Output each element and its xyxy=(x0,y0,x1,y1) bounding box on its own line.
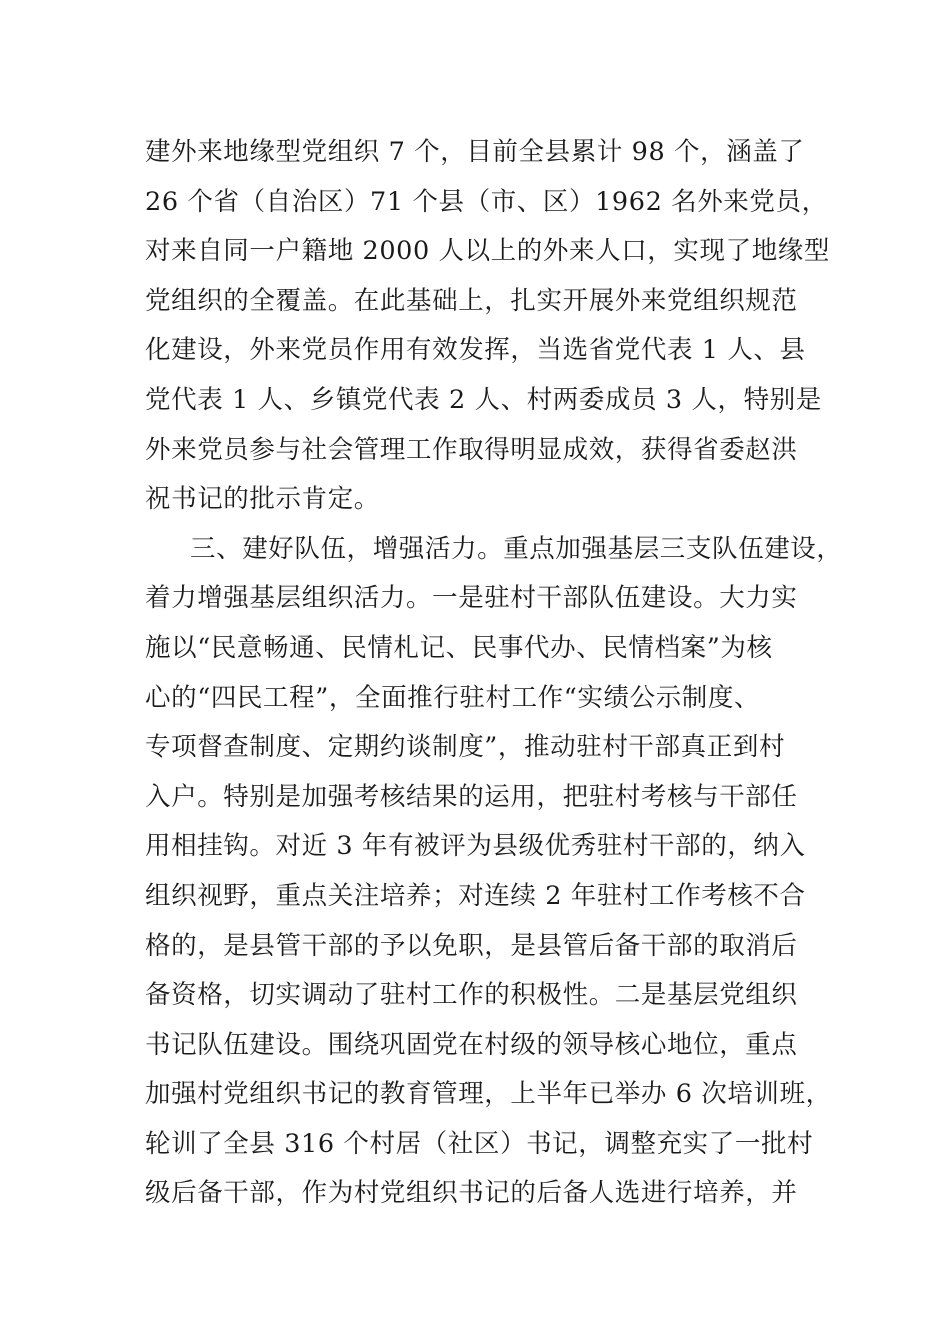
text-line: 26 个省（自治区）71 个县（市、区）1962 名外来党员， xyxy=(145,186,828,217)
text-line: 党代表 1 人、乡镇党代表 2 人、村两委成员 3 人，特别是 xyxy=(145,384,822,415)
text-line: 加强村党组织书记的教育管理，上半年已举办 6 次培训班， xyxy=(145,1079,832,1110)
text-line: 化建设，外来党员作用有效发挥，当选省党代表 1 人、县 xyxy=(145,335,806,366)
body-text xyxy=(145,128,843,1219)
text-line: 组织视野，重点关注培养；对连续 2 年驻村工作考核不合 xyxy=(145,880,806,911)
text-line: 祝书记的批示肯定。 xyxy=(145,484,380,515)
text-line: 格的，是县管干部的予以免职，是县管后备干部的取消后 xyxy=(145,930,798,961)
text-line: 用相挂钩。对近 3 年有被评为县级优秀驻村干部的，纳入 xyxy=(145,831,806,862)
text-line: 对来自同一户籍地 2000 人以上的外来人口，实现了地缘型 xyxy=(145,236,831,267)
text-line: 轮训了全县 316 个村居（社区）书记，调整充实了一批村 xyxy=(145,1128,814,1159)
text-line: 备资格，切实调动了驻村工作的积极性。二是基层党组织 xyxy=(145,980,798,1011)
text-line: 着力增强基层组织活力。一是驻村干部队伍建设。大力实 xyxy=(145,583,798,614)
text-line: 入户。特别是加强考核结果的运用，把驻村考核与干部任 xyxy=(145,781,798,812)
text-line: 施以“民意畅通、民情札记、民事代办、民情档案”为核 xyxy=(145,632,773,663)
text-line: 建外来地缘型党组织 7 个，目前全县累计 98 个，涵盖了 xyxy=(145,137,805,167)
text-line: 级后备干部，作为村党组织书记的后备人选进行培养，并 xyxy=(145,1178,798,1209)
text-line: 心的“四民工程”，全面推行驻村工作“实绩公示制度、 xyxy=(145,682,761,713)
section-heading-line: 三、建好队伍，增强活力。重点加强基层三支队伍建设， xyxy=(190,533,843,564)
text-line: 党组织的全覆盖。在此基础上，扎实开展外来党组织规范 xyxy=(145,285,798,316)
text-line: 专项督查制度、定期约谈制度”，推动驻村干部真正到村 xyxy=(145,732,786,763)
text-line: 书记队伍建设。围绕巩固党在村级的领导核心地位，重点 xyxy=(145,1029,798,1060)
text-line: 外来党员参与社会管理工作取得明显成效，获得省委赵洪 xyxy=(145,434,798,465)
